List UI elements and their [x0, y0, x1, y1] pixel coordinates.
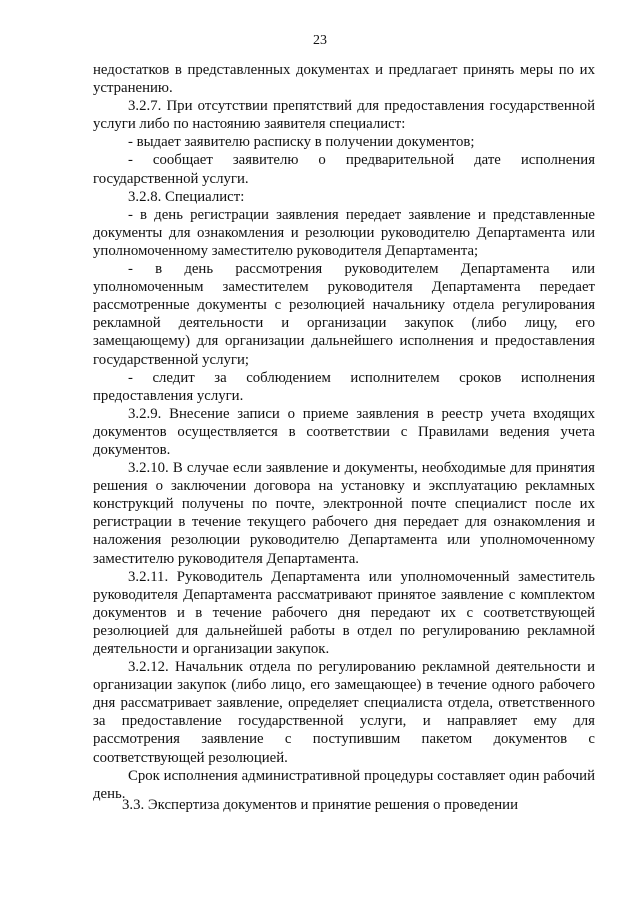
document-body: [93, 61, 595, 803]
paragraph-procedure-term: Срок исполнения административной процедуры составляет один рабочий день.: [93, 767, 595, 802]
paragraph-continuation: недостатков в представленных документах и предлагает принять меры по их устранению.: [93, 62, 595, 97]
list-item-deadline-control: - следит за соблюдением исполнителем сроков исполнения предоставления услуги.: [93, 369, 595, 404]
paragraph-3-2-9: 3.2.9. Внесение записи о приеме заявления в реестр учета входящих документов осуществляется в соответствии с Правилами ведения учета документов.: [93, 405, 595, 458]
list-item-preliminary-date: - сообщает заявителю о предварительной дате исполнения государственной услуги.: [93, 152, 595, 187]
section-heading-3-3: 3.3. Экспертиза документов и принятие решения о проведении: [122, 797, 518, 813]
list-item-review-day: - в день рассмотрения руководителем Департамента или уполномоченным заместителем руководителя Департамента передает рассмотренные документы с резолюцией начальнику отдела регулирования рекламной деятельности и организации закупок (либо лицу, его замещающему) для организации дальнейшего исполнения и предоставления государственной услуги;: [93, 261, 595, 368]
list-item-registration-day: - в день регистрации заявления передает заявление и представленные документы для ознакомления и резолюции руководителю Департамента или уполномоченному заместителю руководителя Департамента;: [93, 206, 595, 259]
page-number: 23: [313, 33, 327, 48]
paragraph-3-2-12: 3.2.12. Начальник отдела по регулированию рекламной деятельности и организации закупок (либо лицо, его замещающее) в течение одного рабочего дня рассматривает заявление, определяет специалиста отдела, ответственного за предоставление государственной услуги, и направляет ему для рассмотрения заявление с поступившим пакетом документов с соответствующей резолюцией.: [93, 659, 595, 766]
paragraph-3-2-8: 3.2.8. Специалист:: [128, 188, 245, 205]
list-item-receipt: - выдает заявителю расписку в получении документов;: [128, 134, 475, 151]
paragraph-3-2-10: 3.2.10. В случае если заявление и документы, необходимые для принятия решения о заключении договора на установку и эксплуатацию рекламных конструкций получены по почте, электронной почте специалист после их регистрации в течение текущего рабочего дня передает для ознакомления и наложения резолюции руководителю Департамента или уполномоченному заместителю руководителя Департамента.: [93, 460, 595, 567]
paragraph-3-2-7: 3.2.7. При отсутствии препятствий для предоставления государственной услуги либо по настоянию заявителя специалист:: [93, 98, 595, 133]
paragraph-3-2-11: 3.2.11. Руководитель Департамента или уполномоченный заместитель руководителя Департамента рассматривают принятое заявление с комплектом документов и в течение рабочего дня передают их с соответствующей резолюцией для дальнейшей работы в отдел по регулированию рекламной деятельности и организации закупок.: [93, 568, 595, 657]
